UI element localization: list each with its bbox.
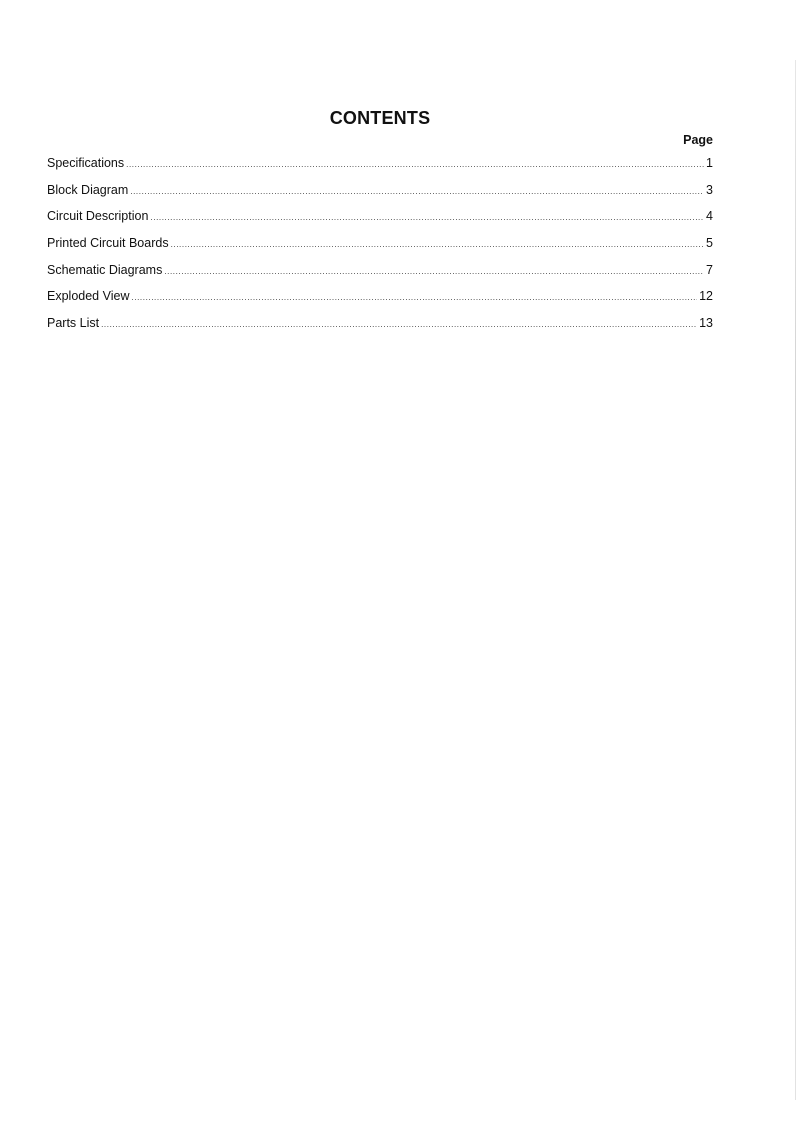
- toc-entry-label: Block Diagram: [47, 182, 129, 197]
- toc-entry-label: Exploded View: [47, 289, 130, 304]
- toc-entry-page: 4: [706, 209, 713, 224]
- toc-dot-leader: [164, 267, 704, 276]
- toc-dot-leader: [131, 293, 697, 302]
- toc-entry-exploded-view: [47, 289, 713, 316]
- toc-entry-page: 12: [699, 289, 713, 304]
- toc-dot-leader: [130, 187, 704, 196]
- toc-entry-page: 3: [706, 182, 713, 197]
- toc-entry-parts-list: [47, 316, 713, 343]
- toc-entry-schematic-diagrams: [47, 263, 713, 290]
- page-column-header: Page: [683, 133, 713, 147]
- table-of-contents: [47, 156, 713, 343]
- toc-entry-label: Circuit Description: [47, 209, 149, 224]
- scan-edge-shadow: [795, 60, 796, 1100]
- toc-entry-printed-circuit-boards: [47, 236, 713, 263]
- page-title: CONTENTS: [329, 108, 431, 128]
- toc-entry-label: Specifications: [47, 156, 125, 170]
- toc-dot-leader: [171, 240, 704, 249]
- toc-entry-label: Schematic Diagrams: [47, 262, 163, 277]
- toc-entry-page: 5: [706, 236, 713, 251]
- toc-entry-block-diagram: [47, 183, 713, 210]
- toc-dot-leader: [126, 160, 704, 169]
- toc-entry-label: Parts List: [47, 316, 100, 331]
- toc-entry-page: 1: [706, 156, 713, 170]
- toc-entry-page: 13: [699, 316, 713, 331]
- toc-dot-leader: [150, 213, 704, 222]
- toc-entry-specifications: [47, 156, 713, 183]
- toc-entry-label: Printed Circuit Boards: [47, 236, 169, 251]
- toc-dot-leader: [101, 320, 697, 329]
- toc-entry-page: 7: [706, 262, 713, 277]
- toc-entry-circuit-description: [47, 209, 713, 236]
